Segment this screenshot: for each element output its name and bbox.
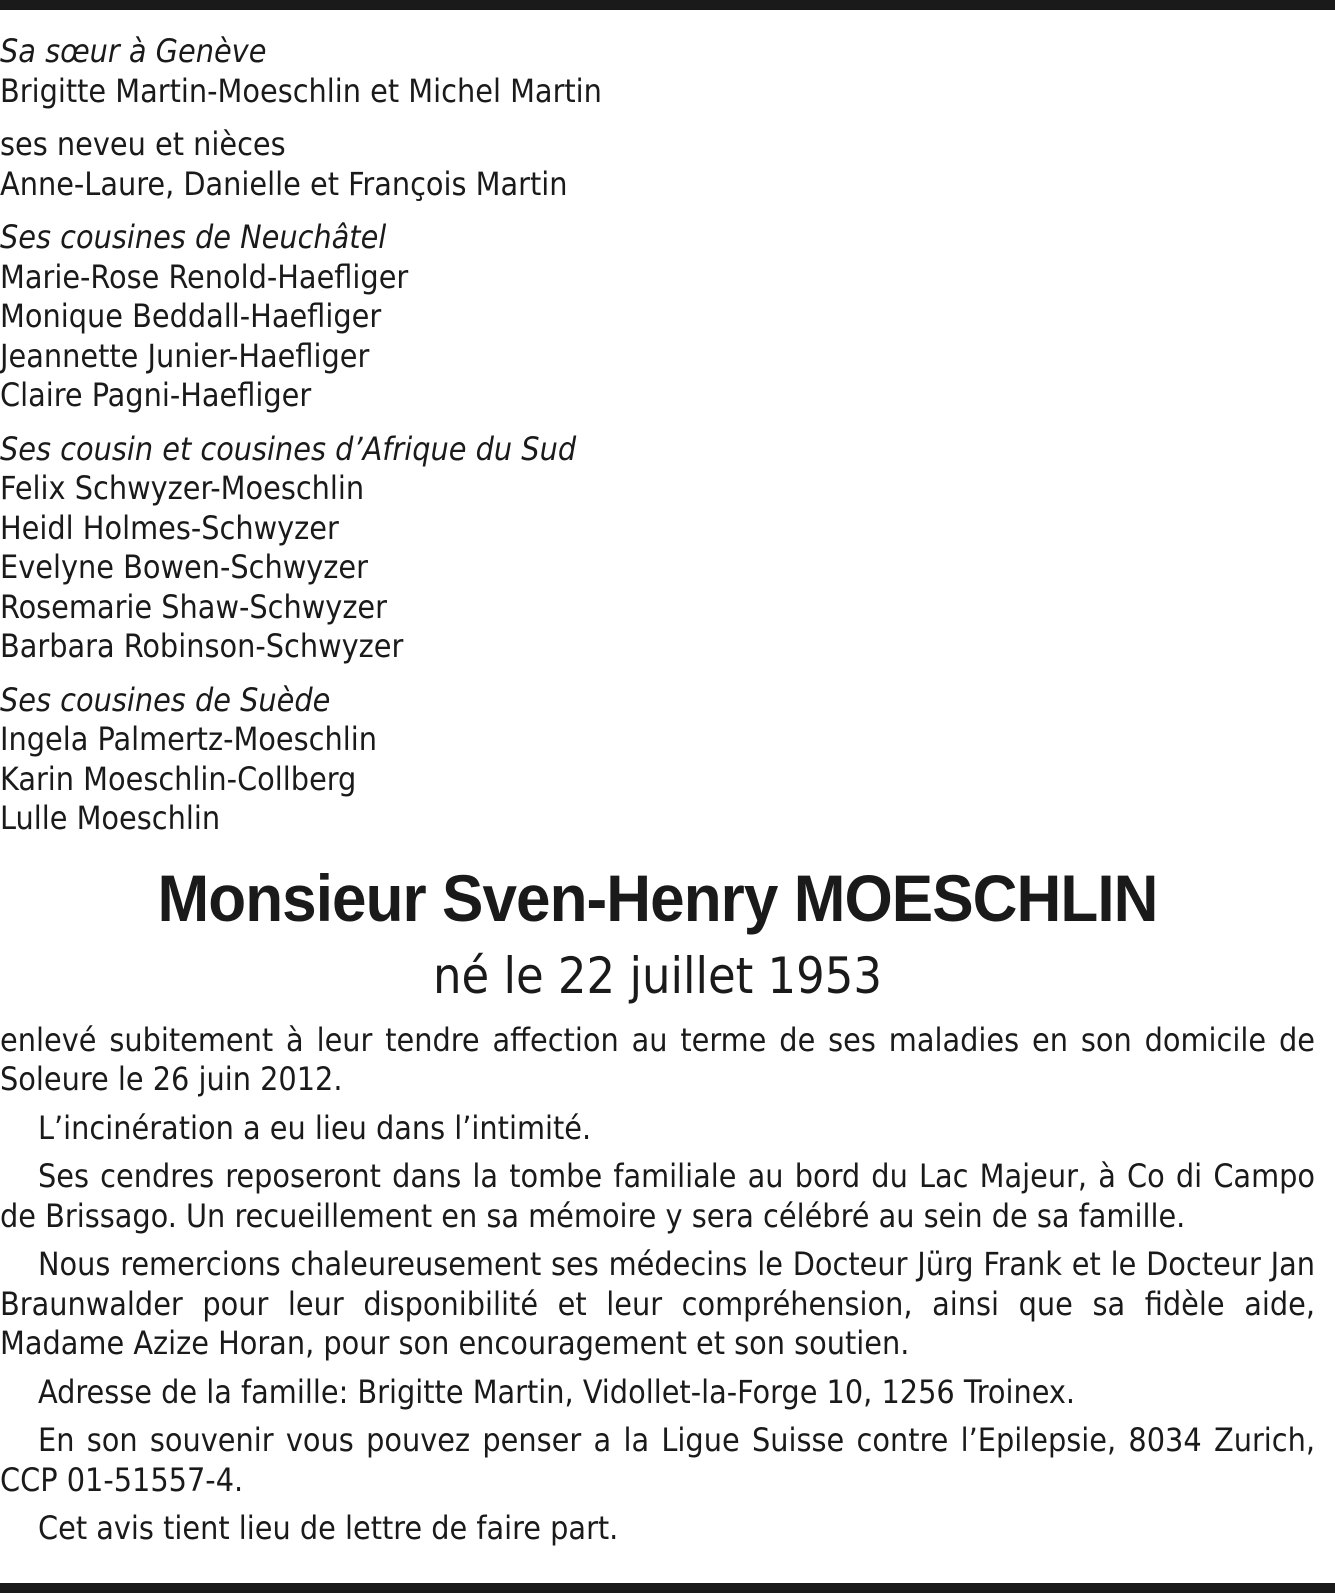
family-group-south-africa: [0, 430, 1315, 667]
group-title: Sa sœur à Genève: [0, 32, 267, 70]
family-name: Jeannette Junier-Haefliger: [0, 336, 370, 375]
paragraph: Ses cendres reposeront dans la tombe familiale au bord du Lac Majeur, à Co di Campo de Brissago. Un recueillement en sa mémoire y sera célébré au sein de sa famille.: [0, 1157, 1315, 1235]
group-title: ses neveu et nièces: [0, 125, 286, 163]
family-name: Evelyne Bowen-Schwyzer: [0, 548, 368, 586]
family-group-sister: [0, 32, 1315, 111]
group-title: Ses cousin et cousines d’Afrique du Sud: [0, 429, 577, 468]
paragraph: Adresse de la famille: Brigitte Martin, Vidollet-la-Forge 10, 1256 Troinex.: [38, 1372, 1076, 1411]
top-rule: [0, 0, 1335, 10]
family-name: Karin Moeschlin-Collberg: [0, 759, 357, 798]
group-title: Ses cousines de Suède: [0, 680, 331, 719]
family-group-nephews: [0, 125, 1315, 204]
family-group-sweden: [0, 681, 1315, 839]
family-name: Monique Beddall-Haefliger: [0, 297, 382, 335]
paragraph: Nous remercions chaleureusement ses médecins le Docteur Jürg Frank et le Docteur Jan Braunwalder pour leur disponibilité et leur compréhension, ainsi que sa fidèle aide, Madame Azize Horan, pour son encouragement et son soutien.: [0, 1245, 1315, 1362]
family-name: Heidl Holmes-Schwyzer: [0, 508, 339, 547]
paragraph: Cet avis tient lieu de lettre de faire part.: [38, 1509, 619, 1547]
paragraph: En son souvenir vous pouvez penser a la Ligue Suisse contre l’Epilepsie, 8034 Zurich, CCP 01-51557-4.: [0, 1421, 1315, 1499]
birth-date: né le 22 juillet 1953: [432, 946, 883, 1005]
family-name: Barbara Robinson-Schwyzer: [0, 627, 404, 665]
group-title: Ses cousines de Neuchâtel: [0, 218, 387, 256]
family-name: Anne-Laure, Danielle et François Martin: [0, 164, 568, 203]
family-name: Claire Pagni-Haefliger: [0, 376, 312, 414]
family-name: Rosemarie Shaw-Schwyzer: [0, 587, 387, 626]
obituary-notice: [0, 32, 1315, 1558]
family-name: Ingela Palmertz-Moeschlin: [0, 720, 377, 758]
family-group-neuchatel: [0, 218, 1315, 416]
bottom-rule: [0, 1583, 1335, 1593]
deceased-name: Monsieur Sven-Henry MOESCHLIN: [157, 860, 1158, 935]
family-name: Marie-Rose Renold-Haefliger: [0, 257, 409, 296]
family-name: Lulle Moeschlin: [0, 799, 221, 837]
paragraph: L’incinération a eu lieu dans l’intimité.: [38, 1108, 592, 1147]
family-name: Brigitte Martin-Moeschlin et Michel Martin: [0, 71, 602, 110]
paragraph: enlevé subitement à leur tendre affection au terme de ses maladies en son domicile de Soleure le 26 juin 2012.: [0, 1020, 1315, 1098]
family-name: Felix Schwyzer-Moeschlin: [0, 469, 365, 507]
